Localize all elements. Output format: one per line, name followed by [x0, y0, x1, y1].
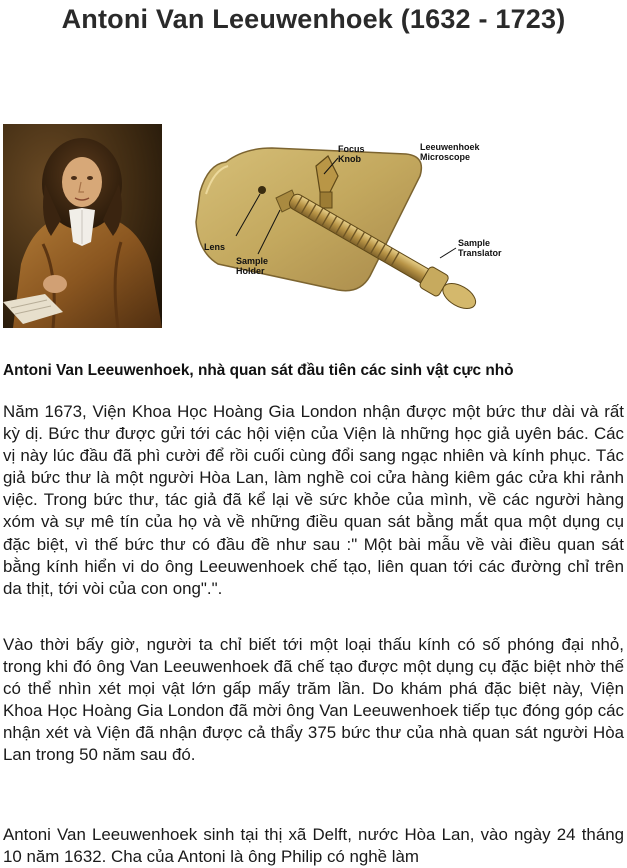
article-paragraph-1: Năm 1673, Viện Khoa Học Hoàng Gia London nhận được một bức thư dài và rất kỳ dị. Bức thư được gửi tới các hội viện của Viện là những học giả uyên bác. Các vị này lúc đầu đã phì cười để rồi cuối cùng đổi sang ngạc nhiên và kính phục. Tác giả bức thư là một người Hòa Lan, làm nghề coi cửa hàng kiêm gác cửa khi rảnh việc. Trong bức thư, tác giả đã kể lại về sức khỏe của mình, về các người hàng xóm và sự mê tín của họ và về những điều quan sát bằng mắt qua một dụng cụ đặc biệt, vì thế bức thư có đầu đề như sau :" Một bài mẫu về vài điều quan sát bằng kính hiển vi do ông Leeuwenhoek chế tạo, liên quan tới các đường chỉ trên da thịt, tới vòi của con ong".".	[3, 402, 624, 598]
label-sample-holder: Sample Holder	[236, 256, 269, 276]
article-heading: Antoni Van Leeuwenhoek, nhà quan sát đầu tiên các sinh vật cực nhỏ	[3, 362, 514, 379]
page-title: Antoni Van Leeuwenhoek (1632 - 1723)	[61, 4, 566, 34]
portrait-image	[3, 124, 162, 328]
label-sample-translator: Sample Translator	[458, 238, 502, 258]
label-microscope: Leeuwenhoek Microscope	[420, 142, 480, 162]
portrait-illustration	[3, 124, 162, 328]
label-focus-knob: Focus Knob	[338, 144, 365, 164]
label-lens: Lens	[204, 242, 226, 252]
microscope-illustration	[188, 136, 524, 316]
article-paragraph-3: Antoni Van Leeuwenhoek sinh tại thị xã Delft, nước Hòa Lan, vào ngày 24 tháng 10 năm 1632. Cha của Antoni là ông Philip có nghề làm	[3, 825, 624, 867]
microscope-diagram	[188, 136, 524, 316]
article-paragraph-2: Vào thời bấy giờ, người ta chỉ biết tới một loại thấu kính có số phóng đại nhỏ, trong khi đó ông Van Leeuwenhoek đã chế tạo được một dụng cụ đặc biệt nhờ thế có thể nhìn xét mọi vật lớn gấp mấy trăm lần. Do khám phá đặc biệt này, Viện Khoa Học Hoàng Gia London đã mời ông Van Leeuwenhoek tiếp tục đóng góp các nhận xét và Viện đã nhận được cả thẩy 375 bức thư của nhà quan sát người Hòa Lan trong 50 năm sau đó.	[3, 635, 624, 765]
